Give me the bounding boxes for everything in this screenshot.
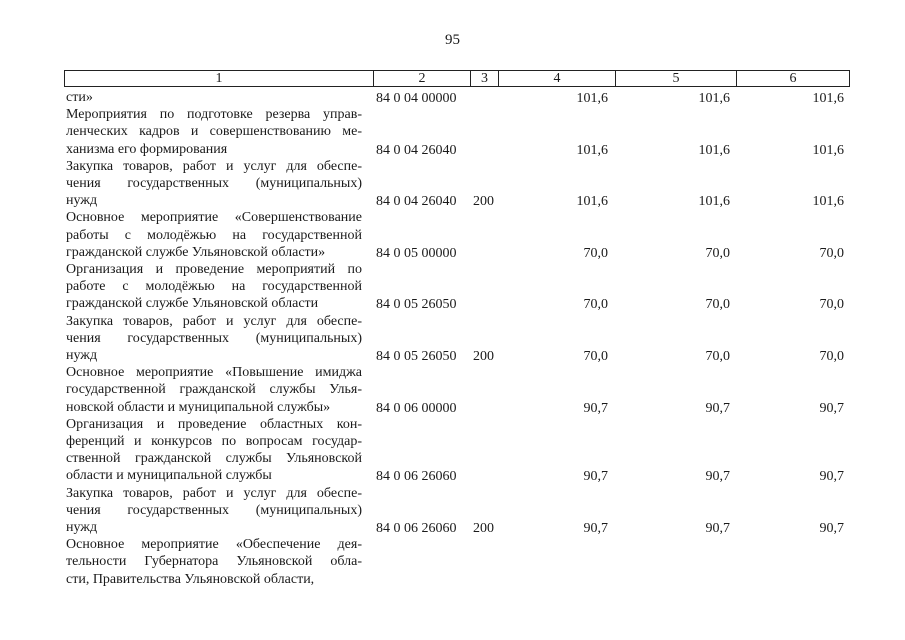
row-description bbox=[66, 89, 362, 106]
description-line: новской области и муниципальной службы» bbox=[66, 399, 331, 415]
table-row bbox=[0, 209, 905, 261]
description-line: Основное мероприятие «Обеспечение дея- bbox=[66, 537, 362, 553]
row-expense-type: 200 bbox=[473, 520, 494, 536]
table-row bbox=[0, 261, 905, 313]
row-value-col4: 90,7 bbox=[583, 400, 608, 416]
description-line: сти, Правительства Ульяновской области, bbox=[66, 571, 315, 587]
header-col-4: 4 bbox=[553, 71, 561, 86]
description-line: работы с молодёжью на государственной bbox=[66, 227, 362, 243]
description-line: Основное мероприятие «Совершенствование bbox=[66, 210, 362, 226]
description-line: гражданской службе Ульяновской области bbox=[66, 296, 319, 312]
row-description bbox=[66, 416, 362, 485]
description-line: Закупка товаров, работ и услуг для обеспе- bbox=[66, 313, 362, 329]
header-col-6: 6 bbox=[789, 71, 797, 86]
row-value-col6: 70,0 bbox=[819, 245, 844, 261]
description-line: области и муниципальной службы bbox=[66, 468, 272, 484]
row-value-col5: 90,7 bbox=[705, 469, 730, 485]
row-description bbox=[66, 209, 362, 261]
description-line: нужд bbox=[66, 520, 98, 535]
description-line: чения государственных (муниципальных) bbox=[66, 502, 362, 518]
row-value-col5: 90,7 bbox=[705, 400, 730, 416]
description-line: Основное мероприятие «Повышение имиджа bbox=[66, 365, 362, 381]
description-line: тельности Губернатора Ульяновской обла- bbox=[66, 554, 362, 570]
description-line: ленческих кадров и совершенствованию ме- bbox=[66, 124, 362, 140]
description-line: государственной гражданской службы Улья- bbox=[66, 382, 362, 398]
row-value-col4: 101,6 bbox=[576, 194, 608, 210]
row-expense-type: 200 bbox=[473, 348, 494, 364]
row-value-col5: 70,0 bbox=[705, 348, 730, 364]
row-value-col6: 70,0 bbox=[819, 297, 844, 313]
row-code: 84 0 04 00000 bbox=[376, 91, 457, 106]
row-code: 84 0 06 26060 bbox=[376, 469, 457, 485]
row-code: 84 0 04 26040 bbox=[376, 142, 457, 158]
row-description bbox=[66, 485, 362, 537]
row-value-col6: 90,7 bbox=[819, 520, 844, 536]
row-value-col5: 101,6 bbox=[698, 91, 730, 106]
row-value-col4: 90,7 bbox=[583, 469, 608, 485]
description-line: Закупка товаров, работ и услуг для обеспе- bbox=[66, 485, 362, 501]
row-description bbox=[66, 313, 362, 365]
header-col-2: 2 bbox=[418, 71, 426, 86]
description-line: ханизма его формирования bbox=[66, 141, 228, 157]
row-value-col6: 101,6 bbox=[812, 142, 844, 158]
row-code: 84 0 06 26060 bbox=[376, 520, 457, 536]
row-code: 84 0 05 26050 bbox=[376, 297, 457, 313]
description-line: гражданской службе Ульяновской области» bbox=[66, 244, 326, 260]
row-value-col5: 101,6 bbox=[698, 194, 730, 210]
description-line: работе с молодёжью на государственной bbox=[66, 279, 362, 295]
header-col-5: 5 bbox=[672, 71, 680, 86]
row-expense-type: 200 bbox=[473, 194, 494, 210]
table-row bbox=[0, 485, 905, 537]
row-description bbox=[66, 364, 362, 416]
row-code: 84 0 04 26040 bbox=[376, 194, 457, 210]
row-value-col4: 101,6 bbox=[576, 91, 608, 106]
row-description bbox=[66, 261, 362, 313]
description-line: ференций и конкурсов по вопросам государ- bbox=[66, 434, 362, 449]
description-line: нужд bbox=[66, 193, 98, 209]
row-value-col6: 90,7 bbox=[819, 400, 844, 416]
description-line: ственной гражданской службы Ульяновской bbox=[66, 451, 362, 467]
table-row bbox=[0, 89, 905, 106]
description-line: чения государственных (муниципальных) bbox=[66, 176, 362, 191]
row-value-col4: 70,0 bbox=[583, 348, 608, 364]
row-code: 84 0 05 26050 bbox=[376, 348, 457, 364]
description-line: Организация и проведение областных кон- bbox=[66, 416, 362, 432]
row-value-col5: 90,7 bbox=[705, 520, 730, 536]
row-description bbox=[66, 106, 362, 158]
row-description bbox=[66, 158, 362, 210]
row-value-col6: 101,6 bbox=[812, 91, 844, 106]
table-row bbox=[0, 364, 905, 416]
page-number: 95 bbox=[445, 32, 460, 48]
table-row bbox=[0, 158, 905, 210]
description-line: нужд bbox=[66, 348, 98, 363]
row-value-col4: 70,0 bbox=[583, 245, 608, 261]
header-col-1: 1 bbox=[215, 71, 223, 86]
table-row bbox=[0, 106, 905, 158]
row-value-col6: 90,7 bbox=[819, 469, 844, 485]
table-row bbox=[0, 313, 905, 365]
row-value-col6: 70,0 bbox=[819, 348, 844, 364]
row-value-col6: 101,6 bbox=[812, 194, 844, 210]
table-header bbox=[64, 70, 850, 87]
row-value-col5: 70,0 bbox=[705, 297, 730, 313]
row-value-col4: 70,0 bbox=[583, 297, 608, 313]
row-value-col5: 101,6 bbox=[698, 142, 730, 158]
description-line: Закупка товаров, работ и услуг для обеспе- bbox=[66, 158, 362, 174]
row-description bbox=[66, 536, 362, 588]
table-row bbox=[0, 536, 905, 588]
description-line: Организация и проведение мероприятий по bbox=[66, 262, 362, 277]
row-value-col4: 101,6 bbox=[576, 142, 608, 158]
description-line: Мероприятия по подготовке резерва управ- bbox=[66, 107, 362, 123]
description-line: чения государственных (муниципальных) bbox=[66, 330, 362, 346]
table-row bbox=[0, 416, 905, 485]
row-value-col4: 90,7 bbox=[583, 520, 608, 536]
row-code: 84 0 06 00000 bbox=[376, 400, 457, 416]
description-line: сти» bbox=[66, 90, 93, 105]
row-code: 84 0 05 00000 bbox=[376, 245, 457, 261]
row-value-col5: 70,0 bbox=[705, 245, 730, 261]
header-col-3: 3 bbox=[481, 71, 488, 86]
